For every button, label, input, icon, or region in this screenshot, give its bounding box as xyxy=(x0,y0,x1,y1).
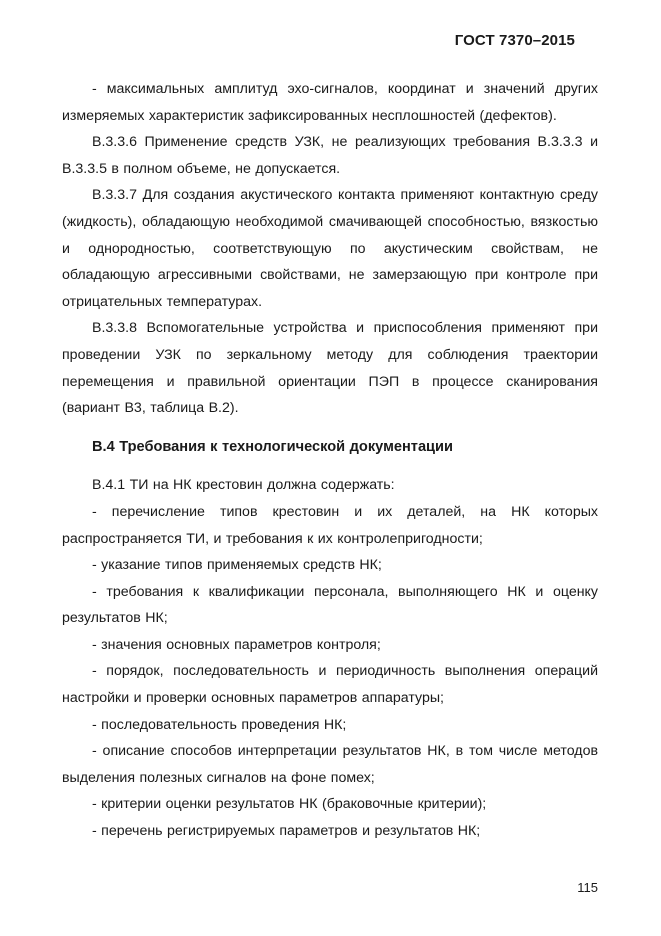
document-body xyxy=(62,76,598,845)
list-item: - требования к квалификации персонала, выполняющего НК и оценку результатов НК; xyxy=(62,583,598,627)
list-item: - значения основных параметров контроля; xyxy=(92,636,381,653)
document-code: ГОСТ 7370–2015 xyxy=(454,32,575,49)
list-item: - последовательность проведения НК; xyxy=(92,716,347,733)
paragraph: В.3.3.7 Для создания акустического контакта применяют контактную среду (жидкость), обладающую необходимой смачивающей способностью, вязкостью и однородностью, соответствующую по акустическим свойствам, не обладающую агрессивными свойствами, не замерзающую при контроле при отрицательных температурах. xyxy=(62,187,598,310)
section-intro: В.4.1 ТИ на НК крестовин должна содержать: xyxy=(92,477,395,494)
page-number: 115 xyxy=(577,880,598,895)
paragraph: В.3.3.8 Вспомогательные устройства и приспособления применяют при проведении УЗК по зеркальному методу для соблюдения траектории перемещения и правильной ориентации ПЭП в процессе сканирования (вариант В3, таблица В.2). xyxy=(62,320,598,417)
list-item: - порядок, последовательность и периодичность выполнения операций настройки и проверки основных параметров аппаратуры; xyxy=(62,663,598,707)
paragraph: В.3.3.6 Применение средств УЗК, не реализующих требования В.3.3.3 и В.3.3.5 в полном объеме, не допускается. xyxy=(62,134,598,177)
list-item: - критерии оценки результатов НК (браковочные критерии); xyxy=(92,796,487,813)
list-item: - описание способов интерпретации результатов НК, в том числе методов выделения полезных сигналов на фоне помех; xyxy=(62,743,598,786)
list-item: - перечисление типов крестовин и их деталей, на НК которых распространяется ТИ, и требования к их контролепригодности; xyxy=(62,503,598,547)
paragraph: - максимальных амплитуд эхо-сигналов, координат и значений других измеряемых характеристик зафиксированных несплошностей (дефектов). xyxy=(62,81,598,124)
list-item: - перечень регистрируемых параметров и результатов НК; xyxy=(92,823,481,840)
section-heading: В.4 Требования к технологической документации xyxy=(92,438,453,455)
list-item: - указание типов применяемых средств НК; xyxy=(92,557,382,574)
